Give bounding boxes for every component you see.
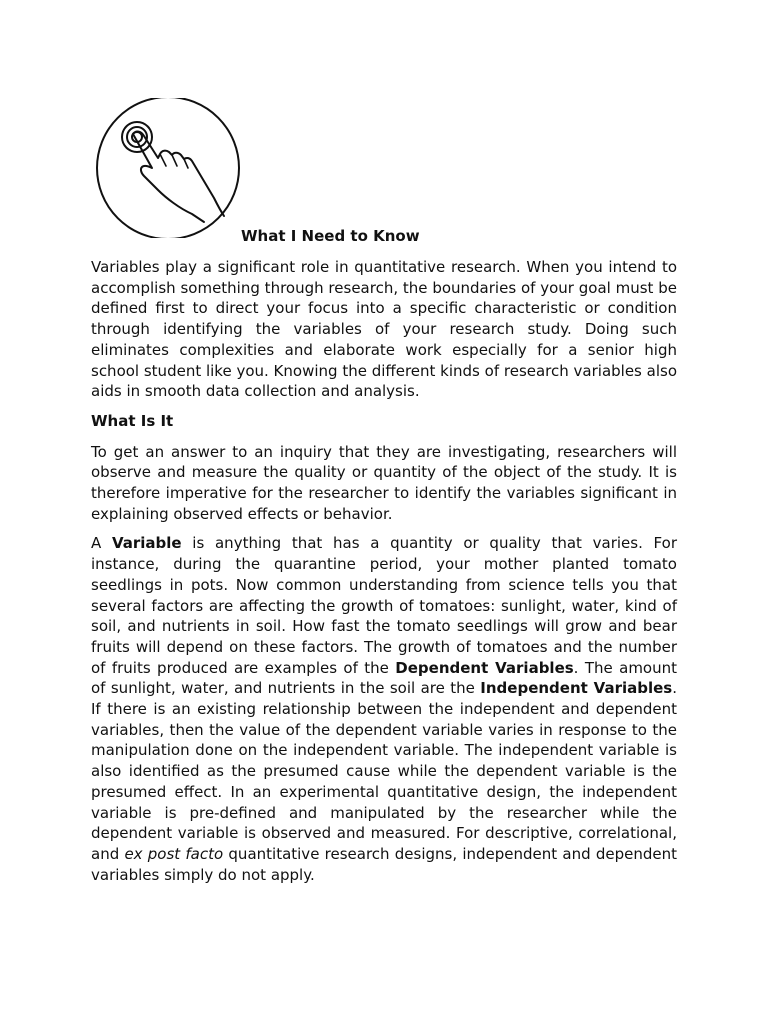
text-segment: quantitative research designs, independent and dependent variables simply do not apply.	[91, 844, 677, 884]
variable-paragraph	[91, 533, 677, 885]
page-title: What I Need to Know	[241, 227, 420, 245]
section-heading: What Is It	[91, 411, 174, 430]
intro-paragraph: Variables play a significant role in quantitative research. When you intend to accomplish something through research, the boundaries of your goal must be defined first to direct your focus into a specific characteristic or condition through identifying the variables of your research study. Doing such eliminates complexities and elaborate work especially for a senior high school student like you. Knowing the different kinds of research variables also aids in smooth data collection and analysis.	[91, 258, 677, 401]
term-dependent-variables: Dependent Variables	[395, 658, 574, 677]
text-segment: . If there is an existing relationship between the independent and dependent variables, then the value of the dependent variable varies in response to the manipulation done on the independent variable. The independent variable is also identified as the presumed cause while the dependent variable is the presumed effect. In an experimental quantitative design, the independent variable is pre-defined and manipulated by the researcher while the dependent variable is observed and measured. For descriptive, correlational, and	[91, 679, 677, 863]
main-content	[91, 257, 677, 895]
term-independent-variables: Independent Variables	[480, 679, 673, 698]
pointing-hand-icon	[94, 98, 244, 238]
text-segment: A	[91, 534, 112, 553]
inquiry-paragraph: To get an answer to an inquiry that they are investigating, researchers will observe and measure the quality or quantity of the object of the study. It is therefore imperative for the researcher to identify the variables significant in explaining observed effects or behavior.	[91, 442, 677, 523]
term-ex-post-facto: ex post facto	[124, 844, 224, 863]
term-variable: Variable	[111, 534, 182, 553]
text-segment: . The amount of sunlight, water, and nutrients in the soil are the	[91, 658, 677, 698]
text-segment: is anything that has a quantity or quality that varies. For instance, during the quarantine period, your mother planted tomato seedlings in pots. Now common understanding from science tells you that several factors are affecting the growth of tomatoes: sunlight, water, kind of soil, and nutrients in soil. How fast the tomato seedlings will grow and bear fruits will depend on these factors. The growth of tomatoes and the number of fruits produced are examples of the	[91, 534, 677, 677]
